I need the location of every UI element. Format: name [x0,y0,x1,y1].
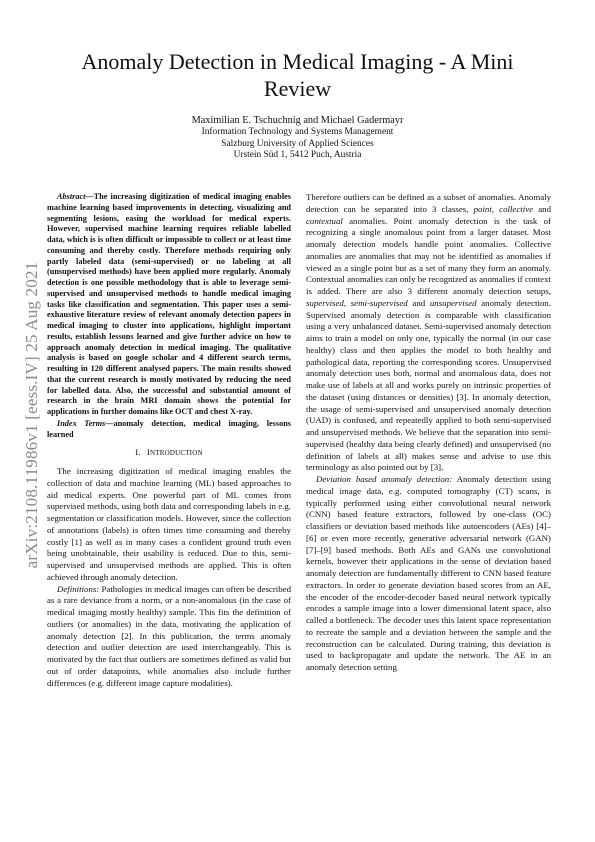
section-number: I. [135,447,141,458]
text-run: and [407,297,430,308]
abstract [47,192,291,418]
affiliation-line-2: Salzburg University of Applied Sciences [221,138,374,149]
abstract-text: —The increasing digitization of medical imaging enables machine learning based improvements in detecting, visualizing and segmenting lesions, easing the workload for medical experts. However, supervised machine learning requires reliable labelled data, which is is often difficult or impossible to collect or at least time consuming and thereby costly. Therefore methods requiring only partly labeled data (semi-supervised) or no labeling at all (unsupervised methods) have been applied more regularly. Anomaly detection is one possible methodology that is able to leverage semi-supervised and unsupervised methods to handle medical imaging tasks like classification and segmentation. This paper uses a semi-exhaustive literature review of relevant anomaly detection papers in medical imaging to cluster into applications, highlight important results, establish lessons learned and give further advice on how to approach anomaly detection in medical imaging. The qualitative analysis is based on google scholar and 4 different search terms, resulting in 120 different analysed papers. The main results showed that the current research is mostly motivated by reducing the need for labelled data. Also, the successful and substantial amount of research in the brain MRI domain shows the potential for applications in further domains like OCT and chest X-ray. [47,192,291,416]
text-run: , [491,203,500,214]
section-heading-introduction [47,447,291,460]
arxiv-identifier-stamp [18,235,46,595]
deviation-run-in-label: Deviation based anomaly detection: [316,474,453,484]
intro-paragraph-1: The increasing digitization of medical imaging enables the collection of data and machine learning (ML) based approaches to aid medical experts. One powerful part of ML comes from supervised methods, using both data and corresponding labels in e.g. segmentation or classification models. However, since the collection of annotations (labels) is often times time consuming and thereby costly [1] as well as in many cases a confident ground truth even being unobtainable, their usability is reduced. Due to this, semi-supervised and unsupervised methods are applied. This is often achieved through anomaly detection. [47,466,291,582]
paper-title: Anomaly Detection in Medical Imaging - A Mini Review [81,49,514,101]
text-run: Therefore outliers can be defined as a subset of anomalies. Anomaly detection can be separated into 3 classes, [306,192,551,214]
term-semi-supervised: semi-supervised [350,297,408,308]
abstract-label: Abstract [57,192,86,201]
affiliation-line-3: Urstein Süd 1, 5412 Puch, Austria [233,150,362,161]
definitions-text: Pathologies in medical images can often be described as a rare deviance from a norm, or a non-anomalous (in the case of medical imaging mostly healthy) sample. This fits the definition of outliers (or anomalies) in the data, motivating the application of anomaly detection [2]. In this publication, the terms anomaly detection and outlier detection are used interchangeably. This is motivated by the fact that outliers are sometimes defined as valid but out of order datapoints, while anomalies also include further differences (e.g. different image capture modalities). [47,583,291,688]
deviation-paragraph [306,474,551,674]
index-terms-text: —anomaly detection, medical imaging, lessons learned [47,418,291,439]
right-column [306,192,551,674]
arxiv-identifier-text: arXiv:2108.11986v1 [eess.IV] 25 Aug 2021 [22,261,41,569]
definitions-run-in-label: Definitions: [57,583,100,594]
text-run: , [343,297,351,308]
deviation-text: Anomaly detection using medical image data, e.g. computed tomography (CT) scans, is typically performed using either convolutional neural network (CNN) based feature extractors, followed by one-class (OC) classifiers or deviation based methods like autoencoders (AEs) [4]–[6] or even more recently, generative adversarial network (GAN) [7]–[9] based methods. Both AEs and GANs use convolutional kernels, however their applications in the sense of deviation based anomaly detection are fundamentally different to CNN based feature extractors. In order to generate deviation based scores from an AE, the encoder of the encoder-decoder based neural network typically encodes a sample image into a lower dimensional latent space, also called a bottleneck. The decoder uses this latent space representation to recreate the sample and a deviation between the sample and the reconstruction can be calculated. During training, this deviation is used to backpropagate and update the network. The AE in an anomaly detection setting [306,474,551,672]
term-supervised: supervised [306,297,344,308]
index-terms-label: Index Terms [57,418,106,428]
term-contextual: contextual [306,215,343,226]
index-terms [47,419,291,441]
author-list: Maximilian E. Tschuchnig and Michael Gadermayr [191,115,404,126]
term-point: point [473,203,492,214]
section-title-rest: NTRODUCTION [149,449,203,458]
left-column [47,192,291,689]
term-collective: collective [499,203,534,214]
section-title-initial: I [146,447,150,458]
anomaly-classes-paragraph [306,192,551,474]
text-run: and [533,203,552,214]
term-unsupervised: unsupervised [429,297,477,308]
affiliation-line-1: Information Technology and Systems Management [201,127,394,137]
intro-paragraph-2 [47,584,291,690]
paper-header [60,48,535,162]
text-run: anomaly detection. Supervised anomaly detection is comparable with classification using a very unbalanced dataset. Semi-supervised anomaly detection aims to train a model on only one, typically the normal (in our case healthy) class and then applies the model to both healthy and pathological data, reporting the corresponding scores. Unsupervised anomaly detection uses both, normal and anomalous data, does not make use of labels at all and works purely on intrinsic properties of the dataset (using distances or densities) [3]. In anomaly detection, the usage of semi-supervised and unsupervised anomaly detection (UAD) is confused, and repeatedly applied to both semi-supervised and unsupervised methods. We believe that the separation into semi-supervised (healthy data being clearly defined) and unsupervised (no definition of labels at all) makes sense and advise to use this terminology as also pointed out by [3]. [306,297,552,473]
text-run: anomalies. Point anomaly detection is the task of recognizing a single anomalous point from a larger dataset. Most anomaly detection models handle point anomalies. Collective anomalies are anomalies that may not be identified as anomalies if viewed as a single point but as a set of many they form an anomaly. Contextual anomalies can only be recognized as anomalies if context is added. There are also 3 different anomaly detection setups, [306,215,551,296]
